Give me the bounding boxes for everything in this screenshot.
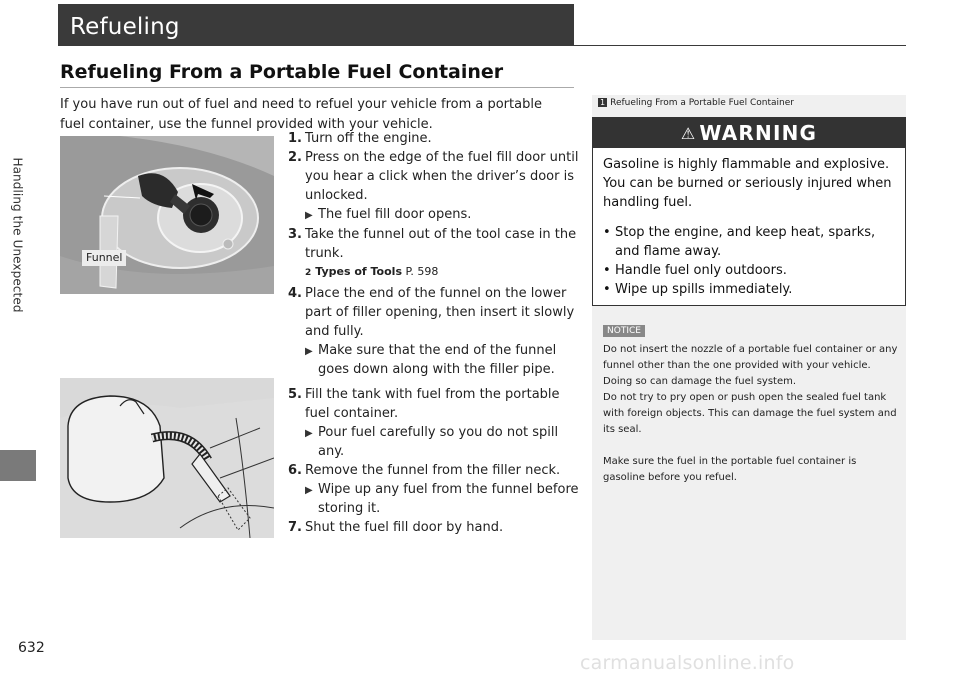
step-text: Remove the funnel from the filler neck. xyxy=(305,463,561,478)
title-rule xyxy=(58,45,906,46)
fuel-door-illustration xyxy=(60,136,274,294)
side-tab-label-wrap xyxy=(0,0,36,470)
cross-reference-link[interactable] xyxy=(305,263,580,282)
step-5-result xyxy=(305,423,580,461)
step-6-result xyxy=(305,480,580,518)
bullet-icon: • xyxy=(603,263,611,278)
result-text: Make sure that the end of the funnel goes down along with the filler pipe. xyxy=(318,343,557,377)
cross-reference-title: Types of Tools xyxy=(315,265,402,278)
warning-text: Gasoline is highly flammable and explosive. You can be burned or seriously injured when handling fuel. xyxy=(603,157,892,210)
figure-fuel-container xyxy=(60,378,274,538)
step-text: Turn off the engine. xyxy=(305,131,432,146)
bullet-icon: • xyxy=(603,282,611,297)
cross-reference-icon: 2 xyxy=(305,268,312,278)
result-text: Wipe up any fuel from the funnel before storing it. xyxy=(318,482,579,516)
warning-item xyxy=(603,261,895,280)
page-title: Refueling xyxy=(58,4,574,46)
step-number: 4. xyxy=(288,286,302,301)
procedure-steps xyxy=(288,129,580,537)
sidebar-notes xyxy=(592,95,906,640)
step-number: 2. xyxy=(288,150,302,165)
page-number: 632 xyxy=(18,640,45,656)
warning-item xyxy=(603,223,895,261)
result-text: The fuel fill door opens. xyxy=(318,207,472,222)
step-2-result xyxy=(305,205,580,225)
step-4-result xyxy=(305,341,580,379)
warning-box xyxy=(592,117,906,306)
step-5 xyxy=(288,385,580,423)
result-arrow-icon: ▶ xyxy=(305,346,313,357)
result-arrow-icon: ▶ xyxy=(305,210,313,221)
step-number: 7. xyxy=(288,520,302,535)
result-arrow-icon: ▶ xyxy=(305,428,313,439)
warning-item-text: Handle fuel only outdoors. xyxy=(615,263,787,278)
figure-fuel-door xyxy=(60,136,274,294)
step-text: Fill the tank with fuel from the portable fuel container. xyxy=(305,387,560,421)
warning-list xyxy=(603,223,895,299)
step-4 xyxy=(288,284,580,341)
side-tab xyxy=(0,0,36,620)
step-7 xyxy=(288,518,580,537)
warning-header xyxy=(593,118,905,148)
step-text: Place the end of the funnel on the lower part of filler opening, then insert it slowly and fully. xyxy=(305,286,575,339)
notice-line: Do not insert the nozzle of a portable fuel container or any funnel other than the one provided with your vehicle. Doing so can damage the fuel system. xyxy=(603,344,898,387)
warning-triangle-icon: ⚠ xyxy=(680,123,697,143)
notice-badge: NOTICE xyxy=(603,325,645,337)
watermark: carmanualsonline.info xyxy=(580,652,795,674)
sidebar-heading xyxy=(598,98,794,108)
notice-extra: Make sure the fuel in the portable fuel container is gasoline before you refuel. xyxy=(603,456,857,483)
step-text: Take the funnel out of the tool case in the trunk. xyxy=(305,227,577,261)
fuel-container-illustration xyxy=(60,378,274,538)
result-arrow-icon: ▶ xyxy=(305,485,313,496)
section-heading: Refueling From a Portable Fuel Container xyxy=(60,61,504,83)
warning-item-text: Wipe up spills immediately. xyxy=(615,282,793,297)
warning-item-text: Stop the engine, and keep heat, sparks, and flame away. xyxy=(615,225,876,259)
step-text: Shut the fuel fill door by hand. xyxy=(305,520,504,535)
warning-item xyxy=(603,280,895,299)
cross-reference-page: P. 598 xyxy=(405,265,439,278)
step-6 xyxy=(288,461,580,480)
notice-text xyxy=(603,342,898,486)
side-tab-label: Handling the Unexpected xyxy=(11,157,26,313)
section-rule xyxy=(60,87,574,88)
notice-line: Do not try to pry open or push open the sealed fuel tank with foreign objects. This can damage the fuel system and its seal. xyxy=(603,392,897,435)
step-1 xyxy=(288,129,580,148)
step-3 xyxy=(288,225,580,263)
step-number: 1. xyxy=(288,131,302,146)
step-number: 3. xyxy=(288,227,302,242)
result-text: Pour fuel carefully so you do not spill any. xyxy=(318,425,559,459)
side-tab-marker xyxy=(0,450,36,481)
funnel-callout-label: Funnel xyxy=(82,250,126,266)
step-text: Press on the edge of the fuel fill door until you hear a click when the driver’s door is unlocked. xyxy=(305,150,579,203)
sidebar-heading-text: Refueling From a Portable Fuel Container xyxy=(610,98,794,108)
intro-paragraph: If you have run out of fuel and need to refuel your vehicle from a portable fuel container, use the funnel provided with your vehicle. xyxy=(60,97,542,132)
warning-title: WARNING xyxy=(699,121,818,145)
warning-body xyxy=(593,148,905,299)
step-number: 5. xyxy=(288,387,302,402)
step-number: 6. xyxy=(288,463,302,478)
bullet-icon: • xyxy=(603,225,611,240)
note-icon: 1 xyxy=(600,98,606,107)
step-2 xyxy=(288,148,580,205)
